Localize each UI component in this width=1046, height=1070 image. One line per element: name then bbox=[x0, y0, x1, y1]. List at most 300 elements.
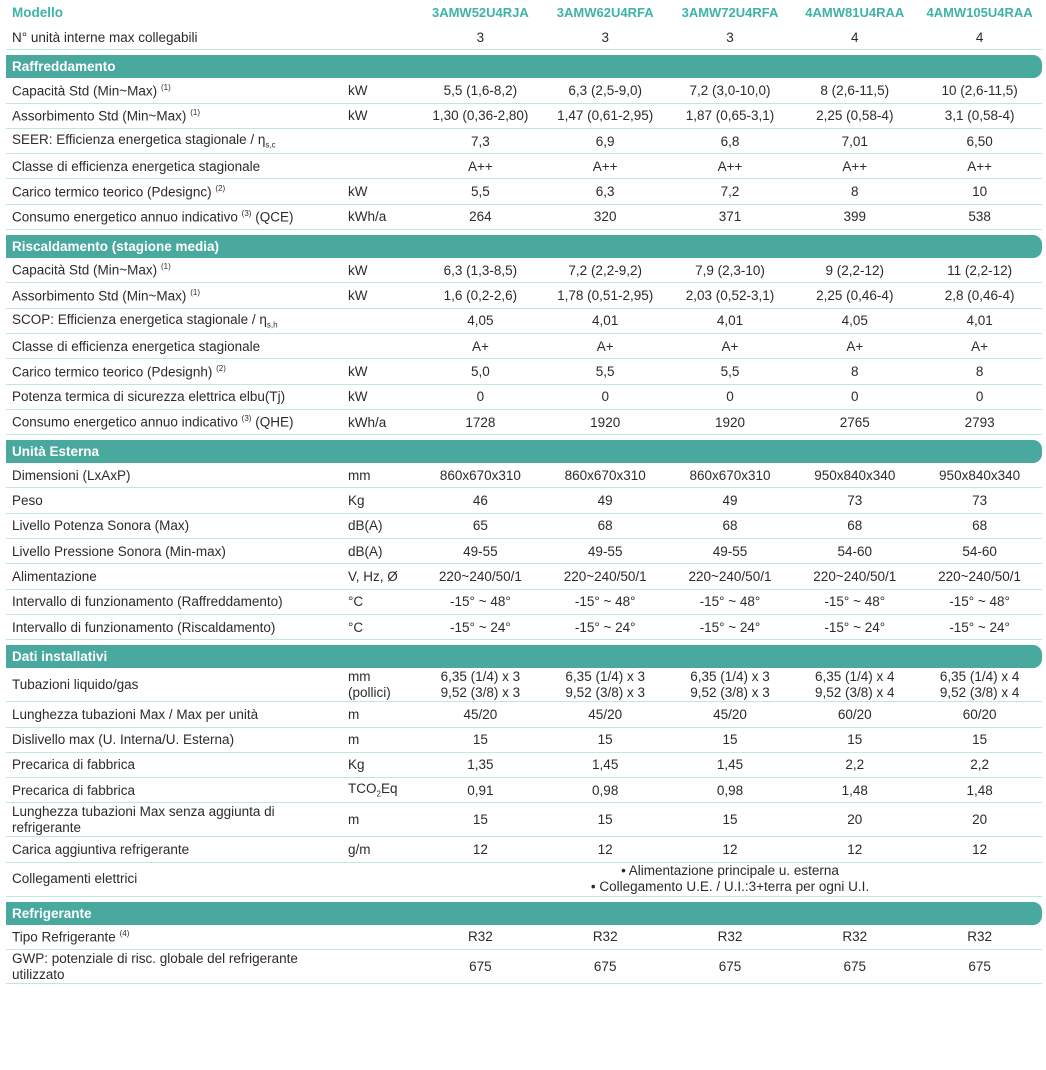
row-value: 1,47 (0,61-2,95) bbox=[543, 103, 668, 128]
row-value: 6,9 bbox=[543, 128, 668, 153]
row-label bbox=[6, 384, 346, 409]
row-value: 68 bbox=[668, 513, 793, 538]
unit-line: (pollici) bbox=[348, 684, 391, 700]
row-label bbox=[6, 308, 346, 333]
table-row bbox=[6, 384, 1042, 409]
row-value: 3 bbox=[418, 25, 543, 50]
table-row bbox=[6, 862, 1042, 896]
row-value: A++ bbox=[792, 154, 917, 179]
row-value: A+ bbox=[418, 333, 543, 358]
value-line: 9,52 (3/8) x 3 bbox=[690, 684, 770, 700]
row-label-text: Peso bbox=[12, 493, 43, 509]
row-value: -15° ~ 48° bbox=[668, 589, 793, 614]
value-line: 9,52 (3/8) x 4 bbox=[815, 684, 895, 700]
table-row bbox=[6, 78, 1042, 103]
row-label bbox=[6, 925, 346, 950]
row-value: 0 bbox=[668, 384, 793, 409]
model-header-label: Modello bbox=[12, 5, 63, 20]
row-value: 12 bbox=[792, 837, 917, 862]
row-unit: g/m bbox=[346, 837, 418, 862]
row-value: 2793 bbox=[917, 409, 1042, 434]
model-name: 4AMW105U4RAA bbox=[926, 5, 1033, 20]
electrical-line: • Collegamento U.E. / U.I.:3+terra per ogni U.I. bbox=[590, 879, 870, 895]
row-value: 10 (2,6-11,5) bbox=[917, 78, 1042, 103]
row-value: R32 bbox=[668, 925, 793, 950]
row-value: A++ bbox=[418, 154, 543, 179]
row-value: 0 bbox=[418, 384, 543, 409]
row-label bbox=[6, 488, 346, 513]
table-row bbox=[6, 204, 1042, 229]
row-unit bbox=[346, 668, 418, 702]
row-value: 860x670x310 bbox=[418, 463, 543, 488]
row-label bbox=[6, 179, 346, 204]
row-unit: kWh/a bbox=[346, 409, 418, 434]
row-label bbox=[6, 727, 346, 752]
section-header-row bbox=[6, 902, 1042, 925]
row-label bbox=[6, 103, 346, 128]
row-label bbox=[6, 513, 346, 538]
table-row bbox=[6, 668, 1042, 702]
row-label-text: Assorbimento Std (Min~Max) bbox=[12, 108, 187, 124]
row-value: 675 bbox=[543, 950, 668, 984]
table-row bbox=[6, 283, 1042, 308]
row-label-text: Classe di efficienza energetica stagionale bbox=[12, 338, 261, 354]
table-row bbox=[6, 359, 1042, 384]
row-value: 675 bbox=[418, 950, 543, 984]
row-value: -15° ~ 24° bbox=[418, 614, 543, 639]
row-value: 220~240/50/1 bbox=[418, 564, 543, 589]
row-label: N° unità interne max collegabili bbox=[6, 25, 346, 50]
row-label-text: SCOP: Efficienza energetica stagionale / η bbox=[12, 311, 267, 327]
row-unit bbox=[346, 862, 418, 896]
row-value: 10 bbox=[917, 179, 1042, 204]
row-value: 68 bbox=[917, 513, 1042, 538]
row-value: 8 (2,6-11,5) bbox=[792, 78, 917, 103]
table-row bbox=[6, 925, 1042, 950]
row-value: 73 bbox=[917, 488, 1042, 513]
row-label bbox=[6, 333, 346, 358]
row-value: 3 bbox=[543, 25, 668, 50]
row-value: 65 bbox=[418, 513, 543, 538]
row-value: 675 bbox=[917, 950, 1042, 984]
row-value: 1,45 bbox=[668, 752, 793, 777]
row-label-text: SEER: Efficienza energetica stagionale / η bbox=[12, 132, 266, 148]
row-label bbox=[6, 803, 346, 837]
row-value: 46 bbox=[418, 488, 543, 513]
row-value: 8 bbox=[917, 359, 1042, 384]
row-value: 0,98 bbox=[668, 778, 793, 803]
row-value: 264 bbox=[418, 204, 543, 229]
row-value: 60/20 bbox=[792, 702, 917, 727]
row-value: 0 bbox=[543, 384, 668, 409]
model-header-row bbox=[6, 0, 1042, 25]
row-label bbox=[6, 283, 346, 308]
row-unit bbox=[346, 308, 418, 333]
row-value: A++ bbox=[543, 154, 668, 179]
row-value: 68 bbox=[543, 513, 668, 538]
row-unit: kW bbox=[346, 103, 418, 128]
row-value: 4,05 bbox=[418, 308, 543, 333]
row-label bbox=[6, 614, 346, 639]
row-value: 45/20 bbox=[668, 702, 793, 727]
model-name: 3AMW62U4RFA bbox=[556, 5, 654, 20]
row-value: A+ bbox=[792, 333, 917, 358]
unit-text: Eq bbox=[380, 781, 398, 797]
row-unit: kW bbox=[346, 283, 418, 308]
electrical-line: • Alimentazione principale u. esterna bbox=[621, 863, 839, 879]
row-label-text: Lunghezza tubazioni Max senza aggiunta di refrigerante bbox=[12, 803, 275, 835]
row-value: 9 (2,2-12) bbox=[792, 258, 917, 283]
row-value: 0,91 bbox=[418, 778, 543, 803]
row-value: 49-55 bbox=[668, 539, 793, 564]
row-value: A+ bbox=[543, 333, 668, 358]
row-value: 6,8 bbox=[668, 128, 793, 153]
model-name: 4AMW81U4RAA bbox=[805, 5, 905, 20]
row-unit: Kg bbox=[346, 752, 418, 777]
row-value: 73 bbox=[792, 488, 917, 513]
row-label-text: Consumo energetico annuo indicativo bbox=[12, 414, 238, 430]
row-unit: kW bbox=[346, 384, 418, 409]
row-value: 1920 bbox=[543, 409, 668, 434]
row-value: 6,3 (1,3-8,5) bbox=[418, 258, 543, 283]
row-unit: kWh/a bbox=[346, 204, 418, 229]
table-row bbox=[6, 179, 1042, 204]
row-label bbox=[6, 589, 346, 614]
unit-line: mm bbox=[348, 668, 371, 684]
row-label-text: Carico termico teorico (Pdesignh) bbox=[12, 364, 213, 380]
table-row bbox=[6, 702, 1042, 727]
row-value: 7,2 (3,0-10,0) bbox=[668, 78, 793, 103]
row-label-text: Precarica di fabbrica bbox=[12, 757, 136, 773]
section-title: Riscaldamento (stagione media) bbox=[6, 235, 1042, 258]
row-unit: °C bbox=[346, 589, 418, 614]
table-row bbox=[6, 778, 1042, 803]
row-value: 3,1 (0,58-4) bbox=[917, 103, 1042, 128]
row-value: 4,01 bbox=[917, 308, 1042, 333]
footnote-marker: (4) bbox=[119, 929, 130, 939]
row-unit: dB(A) bbox=[346, 539, 418, 564]
row-value: R32 bbox=[543, 925, 668, 950]
row-value bbox=[418, 668, 543, 702]
row-label bbox=[6, 409, 346, 434]
row-unit: m bbox=[346, 803, 418, 837]
table-row bbox=[6, 539, 1042, 564]
row-value: 1,30 (0,36-2,80) bbox=[418, 103, 543, 128]
row-label-text: Livello Pressione Sonora (Min-max) bbox=[12, 543, 226, 559]
value-line: 9,52 (3/8) x 4 bbox=[939, 684, 1020, 700]
footnote-marker: (2) bbox=[216, 363, 226, 373]
footnote-marker: (1) bbox=[160, 82, 171, 92]
row-value: -15° ~ 48° bbox=[792, 589, 917, 614]
row-label: Collegamenti elettrici bbox=[6, 862, 346, 896]
section-header-row bbox=[6, 440, 1042, 463]
row-label bbox=[6, 359, 346, 384]
table-row bbox=[6, 308, 1042, 333]
row-label bbox=[6, 950, 346, 984]
row-label: Tubazioni liquido/gas bbox=[6, 668, 346, 702]
section-header-row bbox=[6, 645, 1042, 668]
row-value: 15 bbox=[917, 727, 1042, 752]
section-header-row bbox=[6, 55, 1042, 78]
row-value: -15° ~ 48° bbox=[418, 589, 543, 614]
row-value: 5,5 bbox=[418, 179, 543, 204]
row-value: 15 bbox=[543, 803, 668, 837]
row-value: -15° ~ 24° bbox=[917, 614, 1042, 639]
row-value: 371 bbox=[668, 204, 793, 229]
row-value: 20 bbox=[792, 803, 917, 837]
row-value: 6,50 bbox=[917, 128, 1042, 153]
value-line: 9,52 (3/8) x 3 bbox=[440, 684, 521, 700]
model-name: 3AMW72U4RFA bbox=[681, 5, 779, 20]
row-value: 220~240/50/1 bbox=[668, 564, 793, 589]
row-value: 1,48 bbox=[792, 778, 917, 803]
row-value: A+ bbox=[917, 333, 1042, 358]
row-value: 12 bbox=[917, 837, 1042, 862]
row-value: 7,2 bbox=[668, 179, 793, 204]
row-value: 7,01 bbox=[792, 128, 917, 153]
row-unit bbox=[346, 154, 418, 179]
row-value bbox=[792, 668, 917, 702]
table-row bbox=[6, 614, 1042, 639]
row-value: 220~240/50/1 bbox=[792, 564, 917, 589]
row-value: 6,3 bbox=[543, 179, 668, 204]
footnote-marker: (2) bbox=[215, 183, 226, 193]
spec-table bbox=[6, 0, 1042, 984]
row-value: 2,25 (0,46-4) bbox=[792, 283, 917, 308]
row-value: 2,8 (0,46-4) bbox=[917, 283, 1042, 308]
row-value: 8 bbox=[792, 359, 917, 384]
row-value: 1,78 (0,51-2,95) bbox=[543, 283, 668, 308]
row-value: 4,05 bbox=[792, 308, 917, 333]
row-value bbox=[543, 668, 668, 702]
row-value: 320 bbox=[543, 204, 668, 229]
row-label bbox=[6, 78, 346, 103]
row-value: 950x840x340 bbox=[917, 463, 1042, 488]
row-label-text: Consumo energetico annuo indicativo bbox=[12, 209, 238, 225]
row-value: 1,87 (0,65-3,1) bbox=[668, 103, 793, 128]
table-row bbox=[6, 513, 1042, 538]
value-line: 9,52 (3/8) x 3 bbox=[565, 684, 645, 700]
row-label-text: Alimentazione bbox=[12, 568, 97, 584]
row-unit bbox=[346, 25, 418, 50]
table-row bbox=[6, 409, 1042, 434]
row-value: A++ bbox=[668, 154, 793, 179]
row-value: 12 bbox=[668, 837, 793, 862]
row-value: 675 bbox=[792, 950, 917, 984]
row-label-text: Dislivello max (U. Interna/U. Esterna) bbox=[12, 732, 235, 748]
row-label bbox=[6, 258, 346, 283]
section-title: Refrigerante bbox=[6, 902, 1042, 925]
table-row bbox=[6, 103, 1042, 128]
row-value: 220~240/50/1 bbox=[543, 564, 668, 589]
row-value: -15° ~ 24° bbox=[668, 614, 793, 639]
row-unit bbox=[346, 950, 418, 984]
electrical-connections-text bbox=[418, 862, 1042, 896]
row-label-text: Capacità Std (Min~Max) bbox=[12, 83, 158, 99]
row-label bbox=[6, 752, 346, 777]
value-line: 6,35 (1/4) x 4 bbox=[939, 668, 1020, 684]
footnote-marker: (3) bbox=[241, 414, 252, 424]
row-label-text: Tipo Refrigerante bbox=[12, 929, 116, 945]
row-label-text: Lunghezza tubazioni Max / Max per unità bbox=[12, 706, 259, 722]
row-label-text: Potenza termica di sicurezza elettrica elbu(Tj) bbox=[12, 389, 286, 405]
table-row bbox=[6, 258, 1042, 283]
footnote-marker: (1) bbox=[190, 107, 200, 117]
row-value: 0,98 bbox=[543, 778, 668, 803]
row-unit bbox=[346, 333, 418, 358]
row-value: 4 bbox=[917, 25, 1042, 50]
value-line: 6,35 (1/4) x 3 bbox=[565, 668, 645, 684]
row-value: R32 bbox=[917, 925, 1042, 950]
row-value: 2,03 (0,52-3,1) bbox=[668, 283, 793, 308]
row-value: 6,3 (2,5-9,0) bbox=[543, 78, 668, 103]
row-value: 2765 bbox=[792, 409, 917, 434]
row-label bbox=[6, 564, 346, 589]
row-value: 7,3 bbox=[418, 128, 543, 153]
row-value: 1,48 bbox=[917, 778, 1042, 803]
row-value: 950x840x340 bbox=[792, 463, 917, 488]
row-value: 54-60 bbox=[792, 539, 917, 564]
table-row bbox=[6, 727, 1042, 752]
row-label bbox=[6, 154, 346, 179]
row-unit: kW bbox=[346, 78, 418, 103]
row-value: 860x670x310 bbox=[543, 463, 668, 488]
section-title: Unità Esterna bbox=[6, 440, 1042, 463]
row-value: -15° ~ 24° bbox=[792, 614, 917, 639]
row-value: 220~240/50/1 bbox=[917, 564, 1042, 589]
row-unit: kW bbox=[346, 258, 418, 283]
row-value: 68 bbox=[792, 513, 917, 538]
table-row bbox=[6, 564, 1042, 589]
row-value: 1,45 bbox=[543, 752, 668, 777]
row-value: 4 bbox=[792, 25, 917, 50]
row-label bbox=[6, 463, 346, 488]
row-value: 15 bbox=[668, 727, 793, 752]
table-row bbox=[6, 803, 1042, 837]
row-value: -15° ~ 24° bbox=[543, 614, 668, 639]
row-value: 15 bbox=[418, 803, 543, 837]
row-value: 1,6 (0,2-2,6) bbox=[418, 283, 543, 308]
table-row bbox=[6, 837, 1042, 862]
row-value: 399 bbox=[792, 204, 917, 229]
footnote-marker: (3) bbox=[241, 209, 252, 219]
row-value: 2,25 (0,58-4) bbox=[792, 103, 917, 128]
value-line: 6,35 (1/4) x 3 bbox=[690, 668, 770, 684]
row-value: -15° ~ 48° bbox=[543, 589, 668, 614]
value-line: 6,35 (1/4) x 4 bbox=[815, 668, 895, 684]
row-label-text: Assorbimento Std (Min~Max) bbox=[12, 288, 187, 304]
row-value: 1,35 bbox=[418, 752, 543, 777]
row-value: 5,5 bbox=[543, 359, 668, 384]
row-unit bbox=[346, 778, 418, 803]
table-row bbox=[6, 752, 1042, 777]
table-row bbox=[6, 463, 1042, 488]
row-value: 0 bbox=[917, 384, 1042, 409]
row-label-text: Intervallo di funzionamento (Riscaldamento) bbox=[12, 619, 276, 635]
row-label bbox=[6, 702, 346, 727]
label-subscript: s,c bbox=[265, 140, 276, 150]
row-value: 12 bbox=[543, 837, 668, 862]
row-value: 54-60 bbox=[917, 539, 1042, 564]
table-row bbox=[6, 488, 1042, 513]
row-unit bbox=[346, 925, 418, 950]
row-value: 5,5 (1,6-8,2) bbox=[418, 78, 543, 103]
row-value: 12 bbox=[418, 837, 543, 862]
row-value: -15° ~ 48° bbox=[917, 589, 1042, 614]
row-value: 49-55 bbox=[543, 539, 668, 564]
section-header-row bbox=[6, 235, 1042, 258]
row-unit: V, Hz, Ø bbox=[346, 564, 418, 589]
table-row bbox=[6, 950, 1042, 984]
row-value: 5,5 bbox=[668, 359, 793, 384]
row-label-text: Capacità Std (Min~Max) bbox=[12, 262, 158, 278]
row-value: R32 bbox=[792, 925, 917, 950]
row-value bbox=[917, 668, 1042, 702]
row-value: 0 bbox=[792, 384, 917, 409]
row-value: 8 bbox=[792, 179, 917, 204]
row-value: 860x670x310 bbox=[668, 463, 793, 488]
row-value: 675 bbox=[668, 950, 793, 984]
section-title: Raffreddamento bbox=[6, 55, 1042, 78]
row-label-text: Carica aggiuntiva refrigerante bbox=[12, 842, 190, 858]
row-unit: m bbox=[346, 727, 418, 752]
unit-text: TCO bbox=[348, 781, 377, 797]
table-row bbox=[6, 589, 1042, 614]
row-label bbox=[6, 539, 346, 564]
row-unit bbox=[346, 128, 418, 153]
row-value: 7,9 (2,3-10) bbox=[668, 258, 793, 283]
row-value: 15 bbox=[543, 727, 668, 752]
row-value: 7,2 (2,2-9,2) bbox=[543, 258, 668, 283]
row-value: 49-55 bbox=[418, 539, 543, 564]
row-label bbox=[6, 837, 346, 862]
row-unit: m bbox=[346, 702, 418, 727]
row-label-text: GWP: potenziale di risc. globale del refrigerante utilizzato bbox=[12, 950, 298, 982]
row-value: 45/20 bbox=[418, 702, 543, 727]
row-value: 60/20 bbox=[917, 702, 1042, 727]
footnote-marker: (1) bbox=[190, 287, 200, 297]
row-value: 45/20 bbox=[543, 702, 668, 727]
row-value: 15 bbox=[418, 727, 543, 752]
row-value: 2,2 bbox=[917, 752, 1042, 777]
row-unit: kW bbox=[346, 359, 418, 384]
row-value: 4,01 bbox=[668, 308, 793, 333]
row-label bbox=[6, 128, 346, 153]
label-suffix: (QCE) bbox=[255, 209, 294, 225]
row-label-text: Carico termico teorico (Pdesignc) bbox=[12, 184, 212, 200]
label-subscript: s,h bbox=[266, 320, 278, 330]
table-row bbox=[6, 154, 1042, 179]
row-value: 49 bbox=[668, 488, 793, 513]
row-label-text: Livello Potenza Sonora (Max) bbox=[12, 518, 190, 534]
footnote-marker: (1) bbox=[160, 262, 171, 272]
row-value: 1920 bbox=[668, 409, 793, 434]
unit-subscript: 2 bbox=[376, 790, 381, 800]
row-label bbox=[6, 204, 346, 229]
row-value: 5,0 bbox=[418, 359, 543, 384]
row-value: R32 bbox=[418, 925, 543, 950]
row-value: 1728 bbox=[418, 409, 543, 434]
table-row bbox=[6, 128, 1042, 153]
label-suffix: (QHE) bbox=[255, 414, 294, 430]
row-value: 2,2 bbox=[792, 752, 917, 777]
row-value: 15 bbox=[668, 803, 793, 837]
row-value: 4,01 bbox=[543, 308, 668, 333]
row-value: 15 bbox=[792, 727, 917, 752]
row-label-text: Classe di efficienza energetica stagionale bbox=[12, 158, 261, 174]
row-unit: mm bbox=[346, 463, 418, 488]
table-row bbox=[6, 25, 1042, 50]
